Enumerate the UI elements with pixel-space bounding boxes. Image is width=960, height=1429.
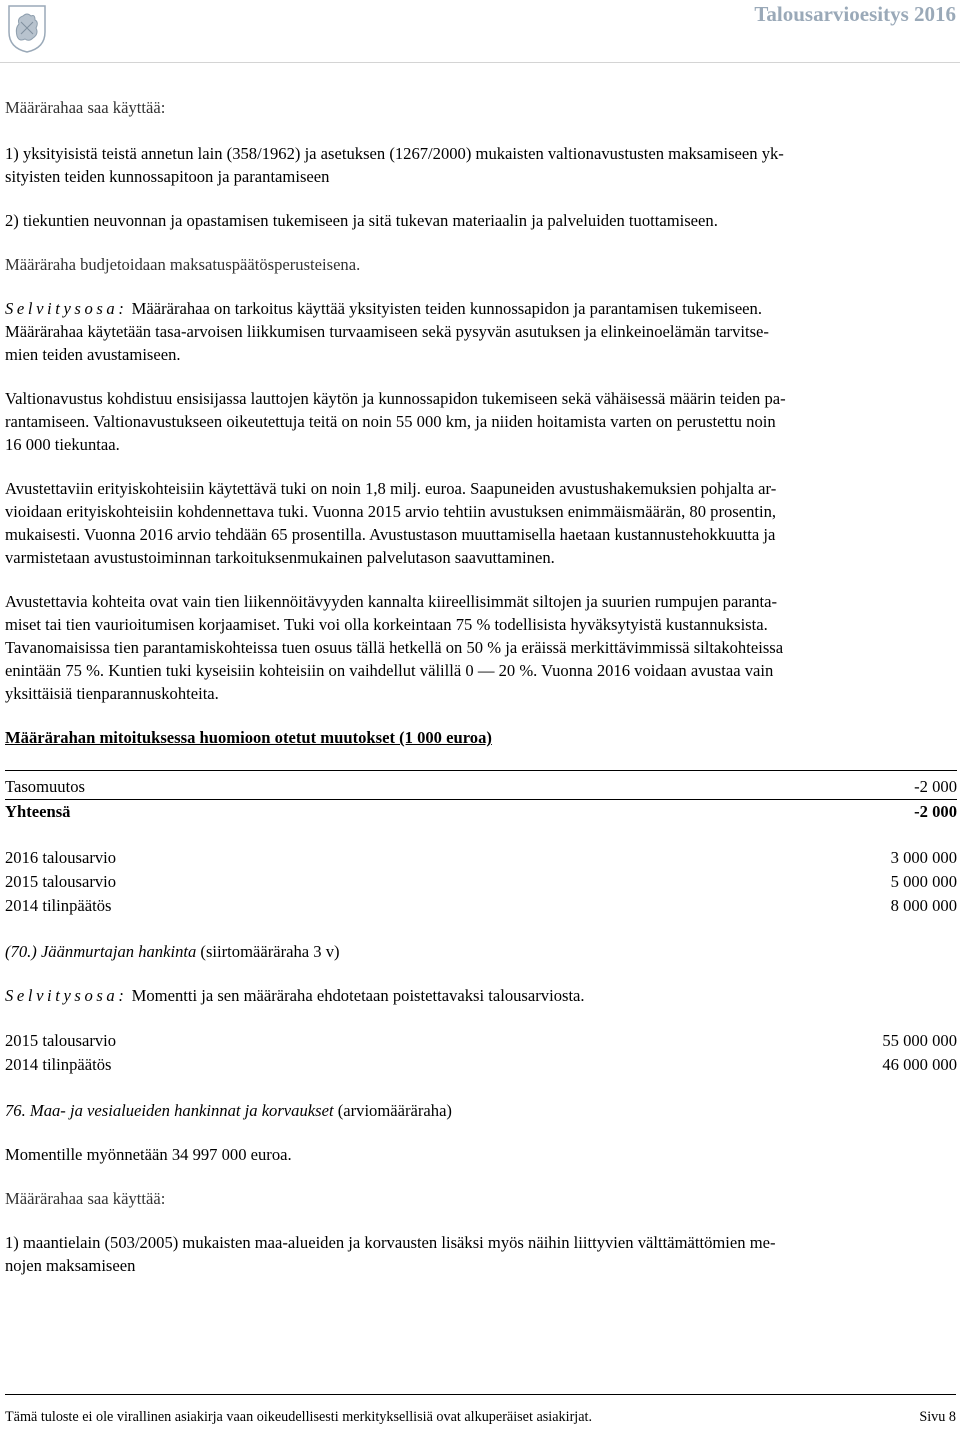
moment-title xyxy=(5,1099,957,1122)
paragraph xyxy=(5,477,957,569)
table-row xyxy=(5,870,957,894)
text-line: Avustettaviin erityiskohteisiin käytettävä tuki on noin 1,8 milj. euroa. Saapuneiden avustushakemuksien pohjalta ar- xyxy=(5,479,777,498)
changes-table xyxy=(5,770,957,824)
selvitysosa-label: Selvitysosa: xyxy=(5,299,128,318)
section-heading: Määrärahan mitoituksessa huomioon otetut muutokset (1 000 euroa) xyxy=(5,728,492,747)
footer-disclaimer: Tämä tuloste ei ole virallinen asiakirja vaan oikeudellisesti merkityksellisiä ovat alkuperäiset asiakirjat. xyxy=(5,1409,593,1425)
row-label: 2015 talousarvio xyxy=(5,872,117,891)
text-line: 1) maantielain (503/2005) mukaisten maa-alueiden ja korvausten lisäksi myös näihin liittyvien välttämättömien me- xyxy=(5,1233,776,1252)
moment-note: (arviomääräraha) xyxy=(333,1101,452,1120)
text-line: Momentti ja sen määräraha ehdotetaan poistettavaksi talousarviosta. xyxy=(127,986,585,1005)
text-line: mien teiden avustamiseen. xyxy=(5,345,181,364)
table-row xyxy=(5,894,957,918)
paragraph xyxy=(5,1231,957,1277)
page-header xyxy=(0,0,960,70)
text-line: rantamiseen. Valtionavustukseen oikeutettuja teitä on noin 55 000 km, ja niiden hoitamista varten on perustettu noin xyxy=(5,412,776,431)
lion-coat-of-arms-icon xyxy=(5,2,49,54)
text-line: vioidaan erityiskohteisiin kohdennettava tuki. Vuonna 2015 arvio tehtiin avustuksen enimmäismäärän, 80 prosentin, xyxy=(5,502,777,521)
text-line: Avustettavia kohteita ovat vain tien liikennöitävyyden kannalta kiireellisimmät siltojen ja suurien rumpujen paranta- xyxy=(5,592,778,611)
document-title: Talousarvioesitys 2016 xyxy=(754,2,956,26)
page-footer xyxy=(5,1394,956,1426)
table-row-total xyxy=(5,799,957,824)
paragraph xyxy=(5,142,957,188)
paragraph: Määräraha budjetoidaan maksatuspäätösperusteisena. xyxy=(5,255,361,274)
page-number: Sivu 8 xyxy=(919,1409,956,1425)
text-line: 1) yksityisistä teistä annetun lain (358/1962) ja asetuksen (1267/2000) mukaisten valtionavustusten maksamiseen yk- xyxy=(5,144,784,163)
row-label: 2014 tilinpäätös xyxy=(5,896,112,915)
paragraph xyxy=(5,297,957,366)
table-row xyxy=(5,1029,957,1053)
moment-title xyxy=(5,940,957,963)
paragraph: 2) tiekuntien neuvonnan ja opastamisen tukemiseen ja sitä tukevan materiaalin ja palveluiden tuottamiseen. xyxy=(5,211,718,230)
row-label: 2015 talousarvio xyxy=(5,1031,117,1050)
text-line: mukaisesti. Vuonna 2016 arvio tehdään 65 prosentilla. Avustustason muuttamisella haetaan kustannustehokkuutta ja xyxy=(5,525,776,544)
text-line: enintään 75 %. Kuntien tuki kyseisiin kohteisiin on vaihdellut välillä 0 — 20 %. Vuonna 2016 voidaan avustaa vain xyxy=(5,661,774,680)
table-row xyxy=(5,775,957,799)
table-row xyxy=(5,1053,957,1077)
paragraph xyxy=(5,984,957,1007)
document-body xyxy=(5,96,957,1277)
paragraph xyxy=(5,387,957,456)
text-line: Tavanomaisissa tien parantamiskohteissa tuen osuus tällä hetkellä on 50 % ja eräissä merkittävimmissä siltakohteissa xyxy=(5,638,784,657)
paragraph: Momentille myönnetään 34 997 000 euroa. xyxy=(5,1145,292,1164)
row-value: 55 000 000 xyxy=(882,1031,957,1050)
text-line: miset tai tien vaurioitumisen korjaamiset. Tuki voi olla korkeintaan 75 % todellisista hyväksytyistä kustannuksista. xyxy=(5,615,768,634)
row-label: 2016 talousarvio xyxy=(5,848,117,867)
paragraph xyxy=(5,590,957,705)
moment-note: (siirtomääräraha 3 v) xyxy=(196,942,340,961)
text-line: nojen maksamiseen xyxy=(5,1256,136,1275)
text-line: 16 000 tiekuntaa. xyxy=(5,435,120,454)
text-line: Valtionavustus kohdistuu ensisijassa lauttojen käytön ja kunnossapidon tukemiseen sekä vähäisessä määrin teiden pa- xyxy=(5,389,786,408)
text-line: sityisten teiden kunnossapitoon ja parantamiseen xyxy=(5,167,330,186)
row-label: Tasomuutos xyxy=(5,777,85,796)
row-value: -2 000 xyxy=(914,802,957,821)
text-line: varmistetaan avustustoiminnan tarkoituksenmukainen palvelutason saavuttaminen. xyxy=(5,548,555,567)
table-row xyxy=(5,846,957,870)
selvitysosa-label: Selvitysosa: xyxy=(5,986,128,1005)
moment-number: (70.) xyxy=(5,942,37,961)
row-value: 3 000 000 xyxy=(890,848,957,867)
moment-name: 76. Maa- ja vesialueiden hankinnat ja korvaukset xyxy=(5,1101,334,1120)
row-label: Yhteensä xyxy=(5,802,71,821)
row-label: 2014 tilinpäätös xyxy=(5,1055,112,1074)
budget-table xyxy=(5,846,957,918)
row-value: 8 000 000 xyxy=(890,896,957,915)
text-line: yksittäisiä tienparannuskohteita. xyxy=(5,684,219,703)
paragraph: Määrärahaa saa käyttää: xyxy=(5,98,166,117)
row-value: 46 000 000 xyxy=(882,1055,957,1074)
row-value: 5 000 000 xyxy=(890,872,957,891)
paragraph: Määrärahaa saa käyttää: xyxy=(5,1189,166,1208)
text-line: Määrärahaa on tarkoitus käyttää yksityisten teiden kunnossapidon ja parantamisen tukemiseen. xyxy=(127,299,762,318)
budget-table xyxy=(5,1029,957,1077)
header-divider xyxy=(0,62,960,63)
text-line: Määrärahaa käytetään tasa-arvoisen liikkumisen turvaamiseen sekä pysyvän asutuksen ja elinkeinoelämän tarvitse- xyxy=(5,322,769,341)
row-value: -2 000 xyxy=(914,777,957,796)
moment-name: Jäänmurtajan hankinta xyxy=(36,942,197,961)
